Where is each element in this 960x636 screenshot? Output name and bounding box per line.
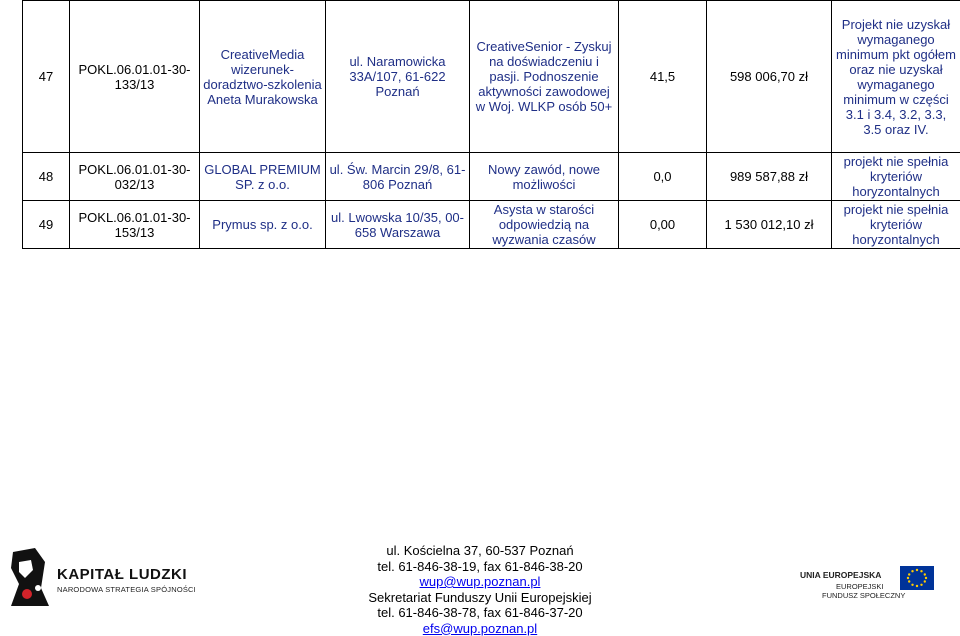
footer-email-efs-link[interactable]: efs@wup.poznan.pl <box>423 621 537 636</box>
eu-flag-icon <box>900 566 934 590</box>
cell-kwota: 989 587,88 zł <box>707 153 832 201</box>
footer-phone: tel. 61-846-38-19, fax 61-846-38-20 <box>360 559 600 575</box>
eu-logo-title: UNIA EUROPEJSKA <box>800 570 881 580</box>
cell-adres: ul. Naramowicka 33A/107, 61-622 Poznań <box>326 1 470 153</box>
cell-uwagi: projekt nie spełnia kryteriów horyzontalnych <box>832 153 960 201</box>
cell-punkty: 41,5 <box>619 1 707 153</box>
cell-lp: 49 <box>23 201 70 249</box>
cell-uwagi: projekt nie spełnia kryteriów horyzontalnych <box>832 201 960 249</box>
table-row <box>23 201 960 249</box>
table-row <box>23 1 960 153</box>
cell-beneficjent: Prymus sp. z o.o. <box>200 201 326 249</box>
footer-email-wup-link[interactable]: wup@wup.poznan.pl <box>420 574 541 589</box>
cell-lp: 47 <box>23 1 70 153</box>
cell-tytul: Asysta w starości odpowiedzią na wyzwania czasów <box>470 201 619 249</box>
eu-logo-subtitle-2: FUNDUSZ SPOŁECZNY <box>822 591 905 600</box>
cell-lp: 48 <box>23 153 70 201</box>
cell-tytul: Nowy zawód, nowe możliwości <box>470 153 619 201</box>
footer-address: ul. Kościelna 37, 60-537 Poznań <box>360 543 600 559</box>
cell-nr: POKL.06.01.01-30-153/13 <box>70 201 200 249</box>
cell-punkty: 0,0 <box>619 153 707 201</box>
cell-beneficjent: CreativeMedia wizerunek-doradztwo-szkolenia Aneta Murakowska <box>200 1 326 153</box>
results-table <box>22 0 960 249</box>
kapital-ludzki-emblem-icon <box>5 548 53 608</box>
cell-kwota: 598 006,70 zł <box>707 1 832 153</box>
eu-logo-subtitle-1: EUROPEJSKI <box>836 582 884 591</box>
cell-adres: ul. Lwowska 10/35, 00-658 Warszawa <box>326 201 470 249</box>
eu-logo <box>800 560 930 605</box>
cell-tytul: CreativeSenior - Zyskuj na doświadczeniu i pasji. Podnoszenie aktywności zawodowej w Woj. WLKP osób 50+ <box>470 1 619 153</box>
cell-uwagi: Projekt nie uzyskał wymaganego minimum pkt ogółem oraz nie uzyskał wymaganego minimum w części 3.1 i 3.4, 3.2, 3.3, 3.5 oraz IV. <box>832 1 960 153</box>
cell-kwota: 1 530 012,10 zł <box>707 201 832 249</box>
footer-contact <box>360 543 600 636</box>
footer-secretariat-phone: tel. 61-846-38-78, fax 61-846-37-20 <box>360 605 600 621</box>
table-row <box>23 153 960 201</box>
cell-nr: POKL.06.01.01-30-133/13 <box>70 1 200 153</box>
kapital-ludzki-title: KAPITAŁ LUDZKI <box>57 566 187 583</box>
kapital-ludzki-logo <box>5 548 205 608</box>
cell-punkty: 0,00 <box>619 201 707 249</box>
cell-nr: POKL.06.01.01-30-032/13 <box>70 153 200 201</box>
cell-adres: ul. Św. Marcin 29/8, 61-806 Poznań <box>326 153 470 201</box>
footer-secretariat: Sekretariat Funduszy Unii Europejskiej <box>360 590 600 606</box>
kapital-ludzki-subtitle: NARODOWA STRATEGIA SPÓJNOŚCI <box>57 585 196 594</box>
cell-beneficjent: GLOBAL PREMIUM SP. z o.o. <box>200 153 326 201</box>
